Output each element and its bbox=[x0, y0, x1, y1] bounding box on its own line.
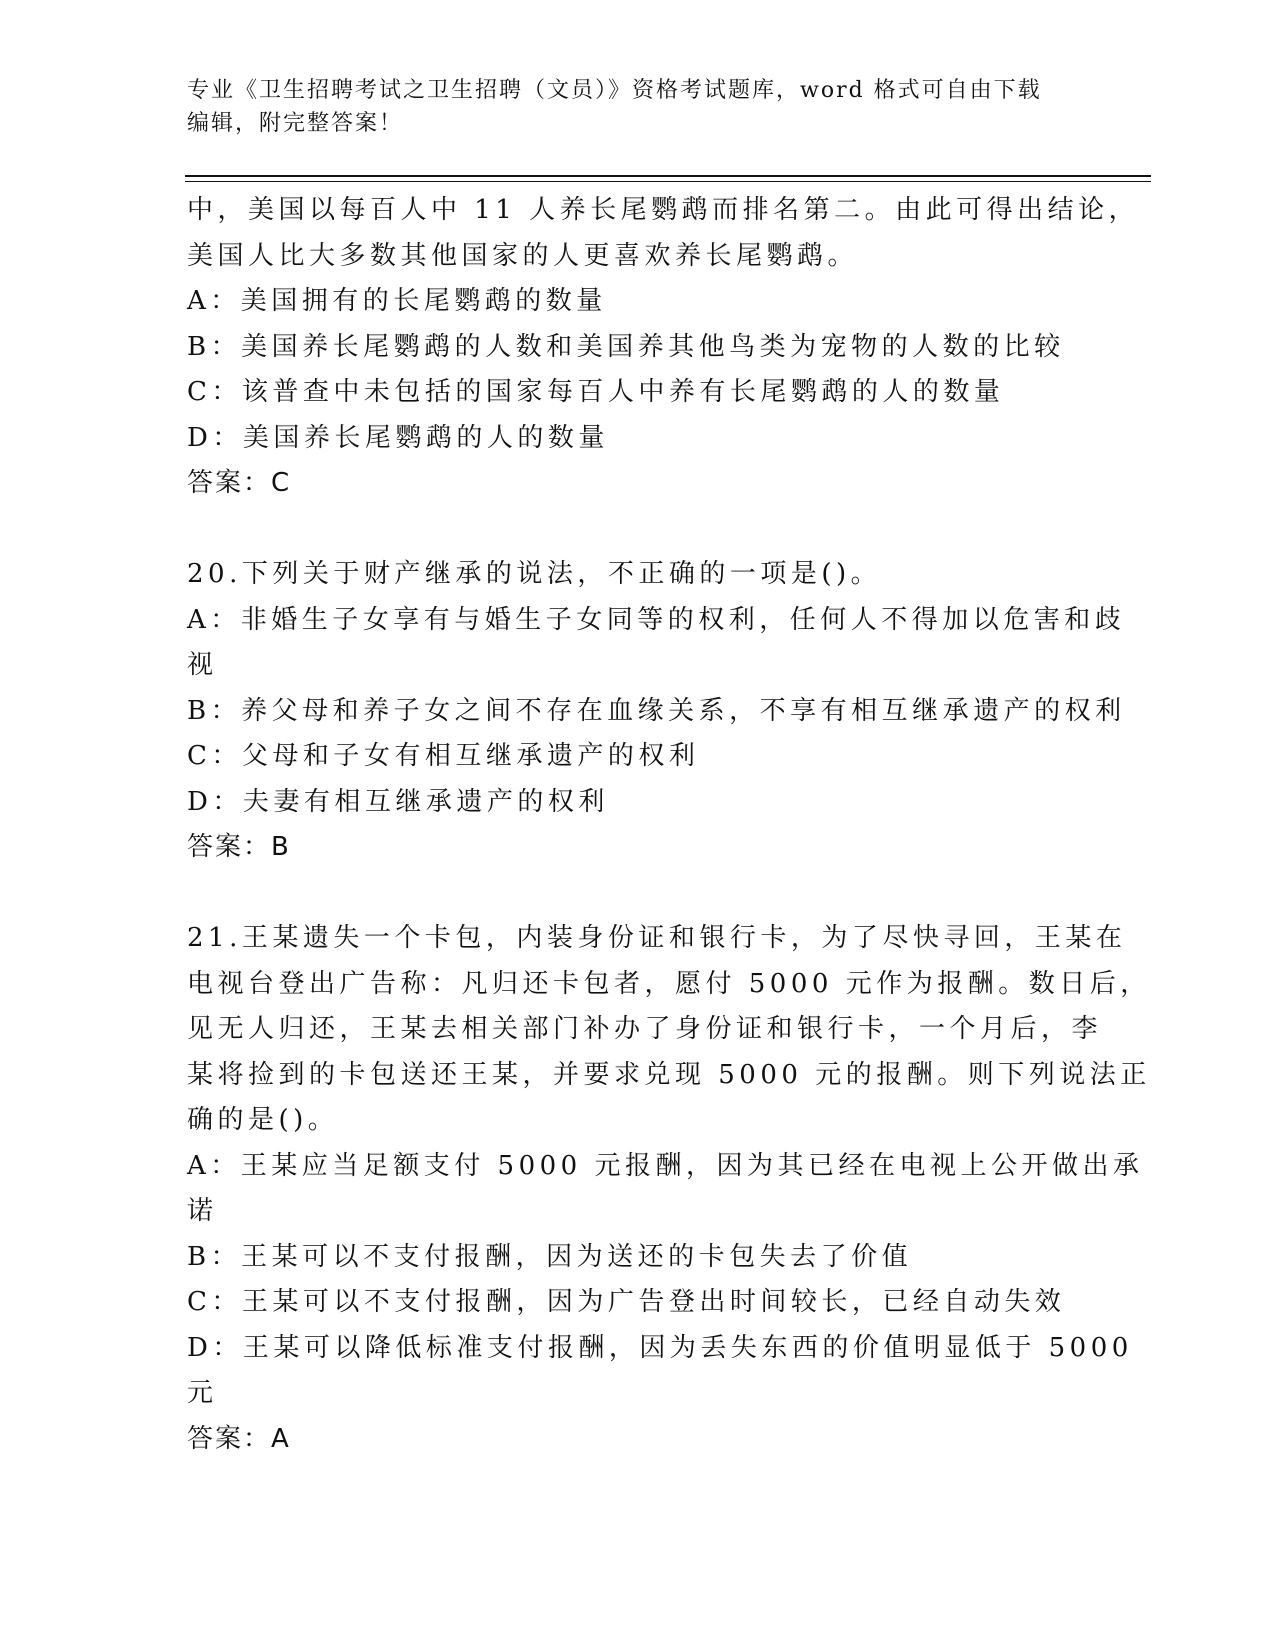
header-rule-thick bbox=[185, 175, 1151, 177]
question-21 bbox=[187, 916, 1151, 1462]
spacer bbox=[187, 507, 1087, 553]
document-header bbox=[187, 74, 1087, 140]
option-b: B：养父母和养子女之间不存在血缘关系，不享有相互继承遗产的权利 bbox=[187, 695, 1126, 726]
option-c: C：父母和子女有相互继承遗产的权利 bbox=[187, 741, 700, 771]
option-a-continued: 诺 bbox=[187, 1196, 218, 1226]
question-stem-line: 美国人比大多数其他国家的人更喜欢养长尾鹦鹉。 bbox=[187, 240, 859, 271]
question-stem-line: 某将捡到的卡包送还王某，并要求兑现 5000 元的报酬。则下列说法正 bbox=[187, 1059, 1151, 1090]
spacer bbox=[187, 871, 1087, 917]
option-b: B：美国养长尾鹦鹉的人数和美国养其他鸟类为宠物的人数的比较 bbox=[187, 331, 1065, 362]
header-rule-thin bbox=[185, 181, 1151, 182]
option-c: C：王某可以不支付报酬，因为广告登出时间较长，已经自动失效 bbox=[187, 1287, 1066, 1317]
option-a: A：王某应当足额支付 5000 元报酬，因为其已经在电视上公开做出承 bbox=[187, 1150, 1144, 1181]
option-a: A：美国拥有的长尾鹦鹉的数量 bbox=[187, 286, 607, 316]
question-19-continued bbox=[187, 188, 1140, 507]
question-stem: 20.下列关于财产继承的说法，不正确的一项是()。 bbox=[187, 559, 882, 589]
document-body bbox=[187, 188, 1151, 1462]
answer-line: 答案：C bbox=[187, 468, 292, 498]
option-c: C：该普查中未包括的国家每百人中养有长尾鹦鹉的人的数量 bbox=[187, 377, 1005, 407]
question-stem-line: 21.王某遗失一个卡包，内装身份证和银行卡，为了尽快寻回，王某在 bbox=[187, 923, 1127, 953]
question-stem-line: 中，美国以每百人中 11 人养长尾鹦鹉而排名第二。由此可得出结论， bbox=[187, 195, 1140, 225]
option-d: D：美国养长尾鹦鹉的人的数量 bbox=[187, 422, 609, 453]
option-d: D：夫妻有相互继承遗产的权利 bbox=[187, 786, 609, 817]
option-d-continued: 元 bbox=[187, 1378, 218, 1408]
option-a: A：非婚生子女享有与婚生子女同等的权利，任何人不得加以危害和歧 bbox=[187, 604, 1126, 635]
option-a-continued: 视 bbox=[187, 650, 218, 680]
answer-line: 答案：B bbox=[187, 832, 291, 862]
header-line-2: 编辑，附完整答案！ bbox=[187, 111, 404, 136]
answer-line: 答案：A bbox=[187, 1423, 291, 1454]
question-stem-line: 电视台登出广告称：凡归还卡包者，愿付 5000 元作为报酬。数日后， bbox=[187, 968, 1151, 999]
question-stem-line: 确的是()。 bbox=[187, 1105, 339, 1135]
option-d: D：王某可以降低标准支付报酬，因为丢失东西的价值明显低于 5000 bbox=[187, 1332, 1133, 1363]
header-line-1: 专业《卫生招聘考试之卫生招聘（文员）》资格考试题库，word 格式可自由下载 bbox=[187, 78, 1042, 103]
question-stem-line: 见无人归还，王某去相关部门补办了身份证和银行卡，一个月后，李 bbox=[187, 1014, 1103, 1044]
question-20 bbox=[187, 552, 1126, 871]
option-b: B：王某可以不支付报酬，因为送还的卡包失去了价值 bbox=[187, 1241, 913, 1272]
